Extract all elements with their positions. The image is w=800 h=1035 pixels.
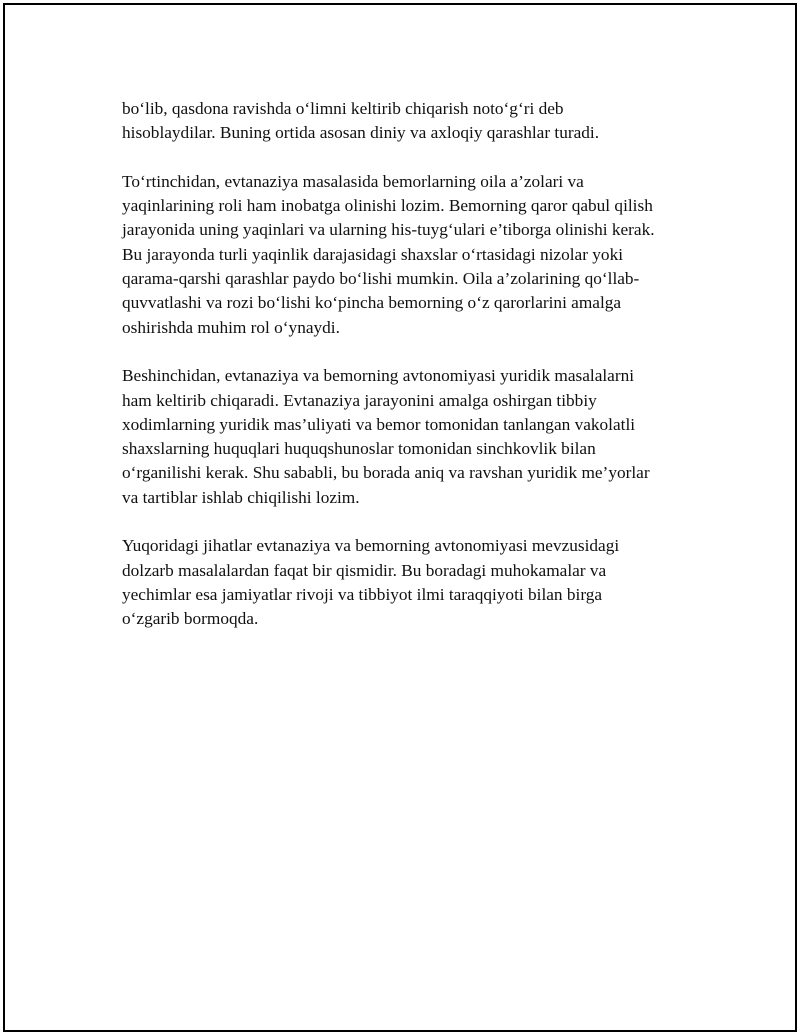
text-line: shaxslarning huquqlari huquqshunoslar tomonidan sinchkovlik bilan: [122, 439, 596, 459]
paragraph-4: [122, 534, 702, 631]
text-line: Beshinchidan, evtanaziya va bemorning avtonomiyasi yuridik masalalarni: [122, 366, 635, 386]
text-line: quvvatlashi va rozi bo‘lishi ko‘pincha bemorning o‘z qarorlarini amalga: [122, 293, 622, 313]
text-line: va tartiblar ishlab chiqilishi lozim.: [122, 487, 360, 507]
text-line: jarayonida uning yaqinlari va ularning his-tuyg‘ulari e’tiborga olinishi kerak.: [122, 220, 655, 240]
text-line: qarama-qarshi qarashlar paydo bo‘lishi mumkin. Oila a’zolarining qo‘llab-: [122, 269, 640, 289]
text-line: yaqinlarining roli ham inobatga olinishi lozim. Bemorning qaror qabul qilish: [122, 196, 653, 216]
text-line: Yuqoridagi jihatlar evtanaziya va bemorning avtonomiyasi mevzusidagi: [122, 536, 620, 556]
text-line: bo‘lib, qasdona ravishda o‘limni keltirib chiqarish noto‘g‘ri deb: [122, 99, 564, 118]
document-body: [122, 97, 702, 656]
text-line: To‘rtinchidan, evtanaziya masalasida bemorlarning oila a’zolari va: [122, 171, 584, 191]
text-line: xodimlarning yuridik mas’uliyati va bemor tomonidan tanlangan vakolatli: [122, 414, 636, 434]
text-line: dolzarb masalalardan faqat bir qismidir. Bu boradagi muhokamalar va: [122, 560, 607, 580]
page-frame: [3, 3, 797, 1032]
paragraph-2: [122, 170, 702, 340]
text-line: ham keltirib chiqaradi. Evtanaziya jarayonini amalga oshirgan tibbiy: [122, 390, 597, 410]
text-line: oshirishda muhim rol o‘ynaydi.: [122, 317, 340, 337]
text-line: yechimlar esa jamiyatlar rivoji va tibbiyot ilmi taraqqiyoti bilan birga: [122, 584, 603, 604]
text-line: o‘zgarib bormoqda.: [122, 609, 259, 629]
paragraph-3: [122, 364, 702, 510]
text-line: o‘rganilishi kerak. Shu sababli, bu borada aniq va ravshan yuridik me’yorlar: [122, 463, 650, 483]
text-line: hisoblaydilar. Buning ortida asosan diniy va axloqiy qarashlar turadi.: [122, 123, 600, 143]
paragraph-1: [122, 97, 702, 146]
text-line: Bu jarayonda turli yaqinlik darajasidagi shaxslar o‘rtasidagi nizolar yoki: [122, 244, 624, 264]
